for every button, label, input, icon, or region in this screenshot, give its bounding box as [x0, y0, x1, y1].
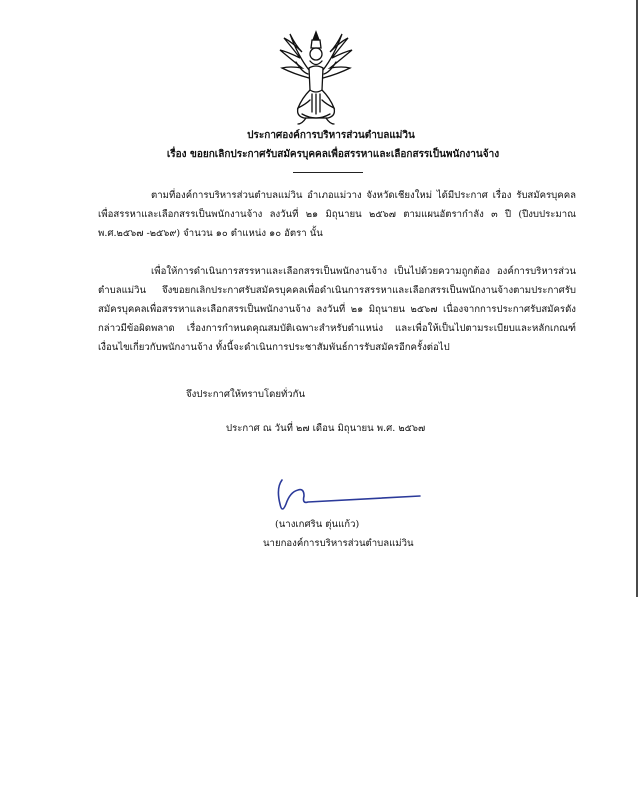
signatory-position: นายกองค์การบริหารส่วนตำบลแม่วิน: [263, 538, 414, 549]
document-title: ประกาศองค์การบริหารส่วนตำบลแม่วิน: [247, 130, 415, 141]
garuda-emblem-icon: [276, 28, 356, 128]
announcement-line: จึงประกาศให้ทราบโดยทั่วกัน: [186, 389, 306, 400]
document-subject: เรื่อง ขอยกเลิกประกาศรับสมัครบุคคลเพื่อสรรหาและเลือกสรรเป็นพนักงานจ้าง: [166, 149, 500, 160]
body-paragraph-2: เพื่อให้การดำเนินการสรรหาและเลือกสรรเป็นพนักงานจ้าง เป็นไปด้วยความถูกต้อง องค์การบริหารส่วนตำบลแม่วิน จึงขอยกเลิกประกาศรับสมัครบุคคลเพื่อดำเนินการสรรหาและเลือกสรรเป็นพนักงานจ้างตามประกาศรับสมัครบุคคลเพื่อสรรหาและเลือกสรรเป็นพนักงานจ้าง ลงวันที่ ๒๑ มิถุนายน ๒๕๖๗ เนื่องจากการประกาศรับสมัครดังกล่าวมีข้อผิดพลาด เรื่องการกำหนดคุณสมบัติเฉพาะสำหรับตำแหน่ง และเพื่อให้เป็นไปตามระเบียบและหลักเกณฑ์เงื่อนไขเกี่ยวกับพนักงานจ้าง ทั้งนี้จะดำเนินการประชาสัมพันธ์การรับสมัครอีกครั้งต่อไป: [98, 266, 576, 353]
signatory-name: (นางเกศริน ตุ่นแก้ว): [275, 519, 360, 530]
body-paragraph-1: ตามที่องค์การบริหารส่วนตำบลแม่วิน อำเภอแม่วาง จังหวัดเชียงใหม่ ได้มีประกาศ เรื่อง รับสมัครบุคคลเพื่อสรรหาและเลือกสรรเป็นพนักงานจ้าง ลงวันที่ ๒๑ มิถุนายน ๒๕๖๗ ตามแผนอัตรากำลัง ๓ ปี (ปีงบประมาณ พ.ศ.๒๕๖๗ -๒๕๖๙) จำนวน ๑๐ ตำแหน่ง ๑๐ อัตรา นั้น: [98, 190, 576, 239]
date-line: ประกาศ ณ วันที่ ๒๗ เดือน มิถุนายน พ.ศ. ๒๕๖๗: [226, 423, 426, 434]
title-underline-divider: [293, 172, 363, 173]
